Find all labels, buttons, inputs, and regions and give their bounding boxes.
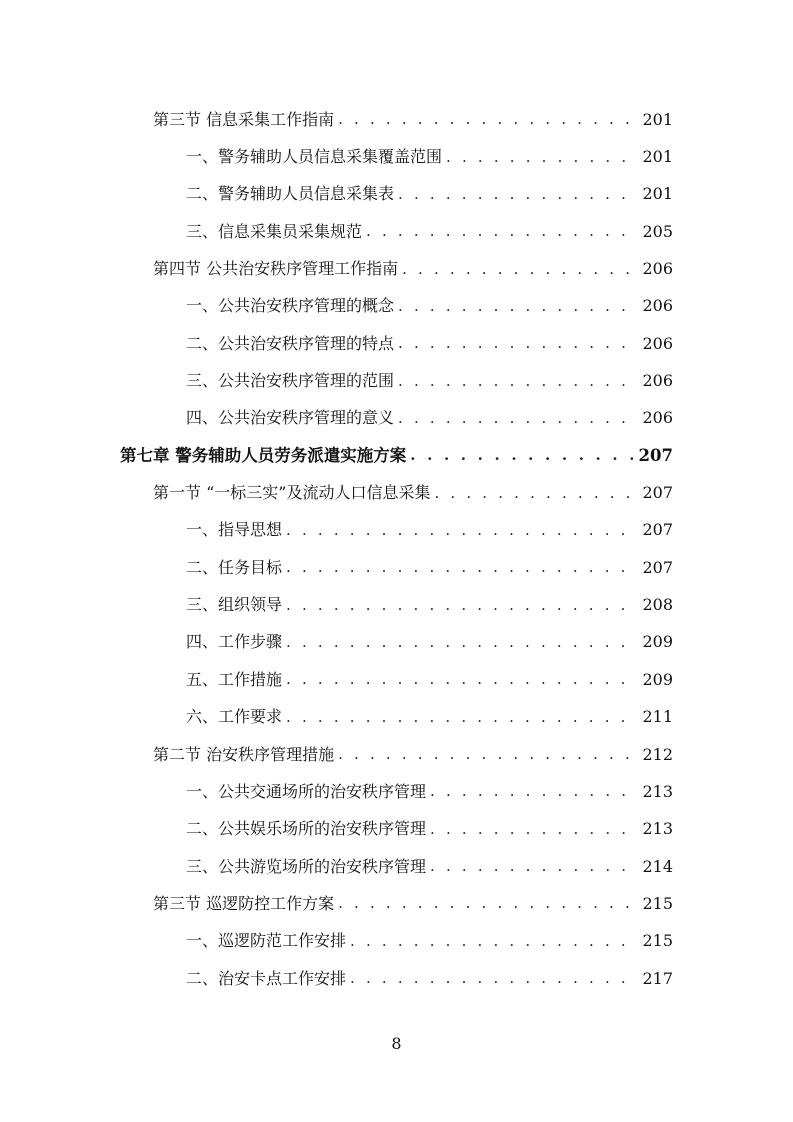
toc-entry-page: 207 — [642, 520, 673, 540]
toc-entry-page: 208 — [642, 595, 673, 615]
toc-entry-item[interactable] — [0, 362, 793, 399]
toc-entry-page: 211 — [642, 707, 673, 727]
toc-entry-page: 215 — [642, 931, 673, 951]
toc-entry-title: 三、信息采集员采集规范 — [186, 221, 363, 241]
dot-leader — [286, 672, 636, 687]
toc-entry-item[interactable] — [0, 773, 793, 810]
toc-entry-page: 207 — [642, 483, 673, 503]
toc-entry-item[interactable] — [0, 400, 793, 437]
toc-entry-title: 一、警务辅助人员信息采集覆盖范围 — [186, 147, 443, 167]
toc-entry-page: 201 — [642, 184, 673, 204]
toc-entry-title: 二、警务辅助人员信息采集表 — [186, 184, 395, 204]
dot-leader — [286, 635, 636, 650]
toc-entry-title: 第四节 公共治安秩序管理工作指南 — [153, 259, 399, 279]
dot-leader — [286, 560, 636, 575]
toc-entry-page: 205 — [642, 221, 673, 241]
toc-entry-section[interactable] — [0, 885, 793, 922]
dot-leader — [398, 374, 636, 389]
toc-entry-page: 206 — [642, 371, 673, 391]
toc-entry-page: 213 — [642, 819, 673, 839]
dot-leader — [286, 598, 636, 613]
toc-entry-item[interactable] — [0, 960, 793, 997]
dot-leader — [398, 336, 636, 351]
table-of-contents — [0, 101, 793, 997]
toc-entry-page: 209 — [642, 632, 673, 652]
dot-leader — [430, 822, 636, 837]
toc-entry-title: 三、公共游览场所的治安秩序管理 — [186, 856, 427, 876]
dot-leader — [430, 859, 636, 874]
toc-entry-title: 二、公共娱乐场所的治安秩序管理 — [186, 819, 427, 839]
toc-entry-title: 第一节 “一标三实”及流动人口信息采集 — [153, 483, 431, 503]
toc-entry-title: 一、公共治安秩序管理的概念 — [186, 296, 395, 316]
toc-entry-page: 217 — [642, 968, 673, 988]
toc-entry-item[interactable] — [0, 699, 793, 736]
toc-entry-title: 三、公共治安秩序管理的范围 — [186, 371, 395, 391]
dot-leader — [434, 486, 636, 501]
toc-entry-page: 207 — [638, 445, 673, 465]
toc-entry-title: 五、工作措施 — [186, 669, 283, 689]
toc-entry-page: 214 — [642, 856, 673, 876]
toc-entry-section[interactable] — [0, 474, 793, 511]
dot-leader — [430, 784, 636, 799]
toc-entry-section[interactable] — [0, 250, 793, 287]
toc-entry-section[interactable] — [0, 736, 793, 773]
toc-entry-title: 一、指导思想 — [186, 520, 283, 540]
toc-entry-title: 一、公共交通场所的治安秩序管理 — [186, 781, 427, 801]
dot-leader — [398, 411, 636, 426]
toc-entry-title: 第三节 巡逻防控工作方案 — [153, 893, 335, 913]
toc-entry-page: 207 — [642, 557, 673, 577]
toc-entry-page: 209 — [642, 669, 673, 689]
toc-entry-item[interactable] — [0, 512, 793, 549]
toc-entry-page: 206 — [642, 259, 673, 279]
toc-entry-item[interactable] — [0, 811, 793, 848]
dot-leader — [286, 710, 636, 725]
dot-leader — [366, 224, 636, 239]
toc-entry-title: 第三节 信息采集工作指南 — [153, 109, 335, 129]
toc-entry-page: 206 — [642, 296, 673, 316]
toc-entry-title: 二、任务目标 — [186, 557, 283, 577]
dot-leader — [286, 523, 636, 538]
toc-entry-item[interactable] — [0, 549, 793, 586]
toc-entry-item[interactable] — [0, 661, 793, 698]
dot-leader — [338, 896, 636, 911]
toc-entry-item[interactable] — [0, 288, 793, 325]
dot-leader — [402, 262, 636, 277]
toc-entry-item[interactable] — [0, 213, 793, 250]
dot-leader — [446, 150, 636, 165]
toc-entry-item[interactable] — [0, 176, 793, 213]
dot-leader — [338, 112, 636, 127]
dot-leader — [398, 187, 636, 202]
toc-entry-page: 215 — [642, 893, 673, 913]
toc-entry-page: 206 — [642, 408, 673, 428]
toc-entry-page: 212 — [642, 744, 673, 764]
dot-leader — [338, 747, 636, 762]
toc-entry-title: 二、公共治安秩序管理的特点 — [186, 333, 395, 353]
page-number: 8 — [391, 1034, 402, 1053]
toc-entry-page: 213 — [642, 781, 673, 801]
toc-entry-page: 201 — [642, 109, 673, 129]
dot-leader — [398, 299, 636, 314]
toc-entry-item[interactable] — [0, 848, 793, 885]
toc-entry-title: 一、巡逻防范工作安排 — [186, 931, 347, 951]
toc-entry-title: 四、公共治安秩序管理的意义 — [186, 408, 395, 428]
toc-entry-title: 六、工作要求 — [186, 707, 283, 727]
toc-entry-chapter[interactable] — [0, 437, 793, 474]
toc-entry-title: 四、工作步骤 — [186, 632, 283, 652]
toc-entry-title: 二、治安卡点工作安排 — [186, 968, 347, 988]
toc-entry-item[interactable] — [0, 138, 793, 175]
toc-entry-page: 206 — [642, 333, 673, 353]
toc-entry-section[interactable] — [0, 101, 793, 138]
toc-entry-title: 第二节 治安秩序管理措施 — [153, 744, 335, 764]
toc-entry-item[interactable] — [0, 586, 793, 623]
dot-leader — [350, 934, 636, 949]
toc-entry-title: 第七章 警务辅助人员劳务派遣实施方案 — [120, 445, 407, 465]
toc-entry-page: 201 — [642, 147, 673, 167]
dot-leader — [410, 448, 632, 463]
toc-entry-title: 三、组织领导 — [186, 595, 283, 615]
toc-entry-item[interactable] — [0, 624, 793, 661]
toc-entry-item[interactable] — [0, 325, 793, 362]
toc-entry-item[interactable] — [0, 923, 793, 960]
dot-leader — [350, 971, 636, 986]
